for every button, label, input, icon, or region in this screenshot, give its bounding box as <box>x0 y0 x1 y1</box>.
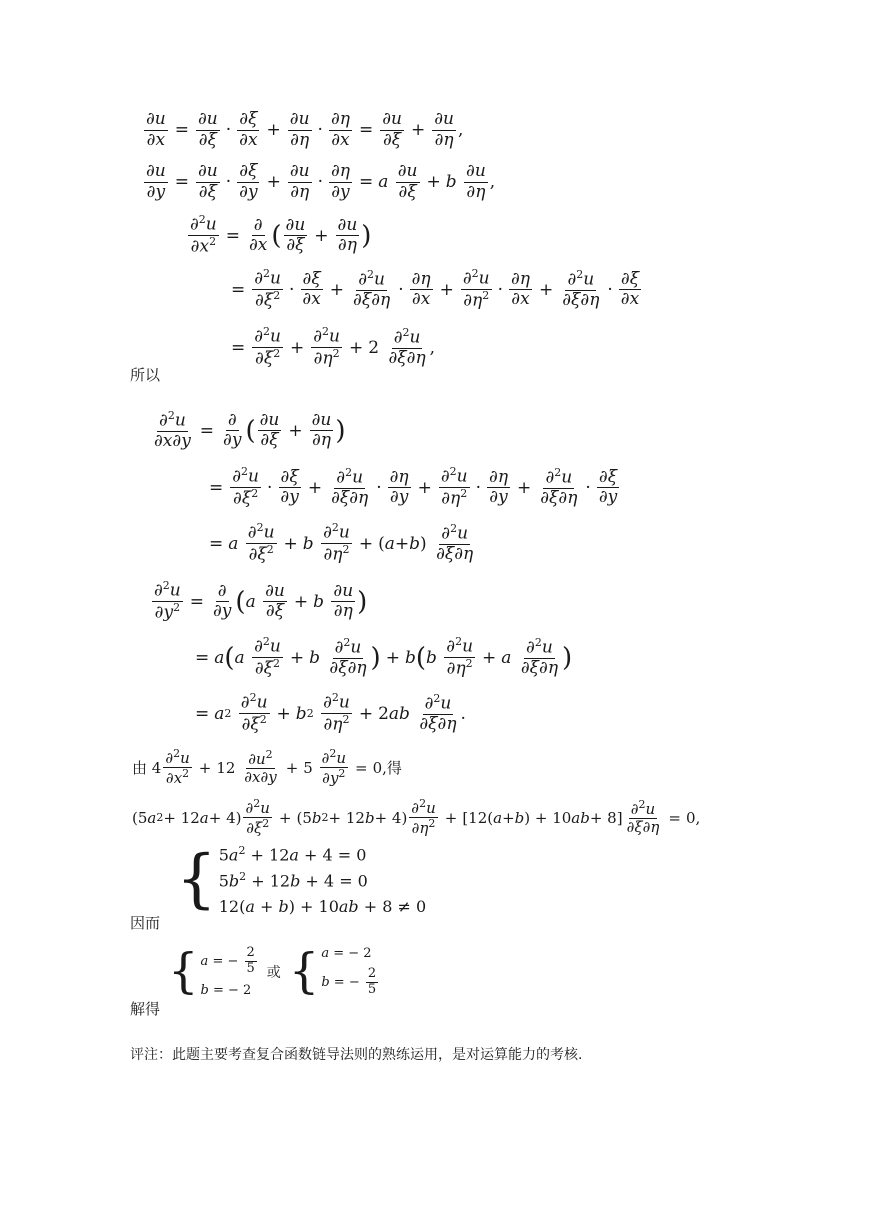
eq-system: { $5a^2 + 12a + 4 = 0$ $5b^2 + 12b + 4 = 0$ 12(a + b) + 10ab + 8 ≠ 0 <box>176 842 427 917</box>
sys-row-1: $5a^2 + 12a + 4 = 0$ <box>218 844 367 865</box>
label-suoyi: 所以 <box>130 366 161 384</box>
label-de: 得 <box>386 759 402 778</box>
eq-d2u-dy2: $\frac{\partial^2u}{\partial y^2}$ = $\frac{\partial}{\partial y}$ ( a $\frac{\partial u}{\partial\xi}$ + b $\frac{\partial u}{\partial\eta}$ ) <box>154 579 368 623</box>
eq-d2u-dx2: $\frac{\partial^2u}{\partial x^2}$ = $\frac{\partial}{\partial x}$ ( $\frac{\partial u}{\partial\xi}$ + $\frac{\partial u}{\partial\eta}$ ) <box>190 213 372 257</box>
comment: 评注：此题主要考查复合函数链导法则的熟练运用，是对运算能力的考核. <box>130 1047 583 1063</box>
label-huo: 或 <box>266 964 281 981</box>
eq-d2u-dy2-result: = a 2 $\frac{\partial^2u}{\partial\xi^2}$ + b 2 $\frac{\partial^2u}{\partial\eta^2}$ + 2 ab $\frac{\partial^2u}{\partial\xi\partial\eta}$ . <box>195 691 466 735</box>
sys-row-3: 12(a + b) + 10ab + 8 ≠ 0 <box>218 896 427 916</box>
eq-d2u-dxdy-expand: = $\frac{\partial^2u}{\partial\xi^2}$ · $\frac{\partial\xi}{\partial y}$ + $\frac{\partial^2u}{\partial\xi\partial\eta}$ · $\frac{\partial\eta}{\partial y}$ + $\frac{\partial^2u}{\partial\eta^2}$ · $\frac{\partial\eta}{\partial y}$ + $\frac{\partial^2u}{\partial\xi\partial\eta}$ · $\frac{\partial\xi}{\partial y}$ <box>209 465 618 509</box>
eq-transformed: (5 a 2 + 12 a + 4) $\frac{\partial^2u}{\partial\xi^2}$ + (5 b 2 + 12 b + 4) $\frac{\partial^2u}{\partial\eta^2}$ + [12( a + b ) + 10 ab + 8] $\frac{\partial^2u}{\partial\xi\partial\eta}$ = 0, <box>132 797 701 838</box>
eq-du-dy: $\frac{\partial u}{\partial y}$ = $\frac{\partial u}{\partial\xi}$ · $\frac{\partial\xi}{\partial y}$ + $\frac{\partial u}{\partial\eta}$ · $\frac{\partial\eta}{\partial y}$ = a $\frac{\partial u}{\partial\xi}$ + b $\frac{\partial u}{\partial\eta}$ , <box>146 161 496 202</box>
eq-d2u-dx2-result: = $\frac{\partial^2u}{\partial\xi^2}$ + $\frac{\partial^2u}{\partial\eta^2}$ + 2 $\frac{\partial^2u}{\partial\xi\partial\eta}$ , <box>231 325 436 369</box>
eq-given: 由 4 $\frac{\partial^2u}{\partial x^2}$ + 12 $\frac{\partial u^2}{\partial x\partial y}$ + 5 $\frac{\partial^2u}{\partial y^2}$ = 0, 得 <box>132 747 402 788</box>
eq-solutions: { a = − $\frac{2}{5}$ b = − 2 或 { a = − 2 b = − $\frac{2}{5}$ <box>168 943 377 1000</box>
label-you: 由 <box>132 759 148 778</box>
eq-d2u-dxdy: $\frac{\partial^2u}{\partial x\partial y}$ = $\frac{\partial}{\partial y}$ ( $\frac{\partial u}{\partial\xi}$ + $\frac{\partial u}{\partial\eta}$ ) <box>154 409 346 452</box>
eq-du-dx: $\frac{\partial u}{\partial x}$ = $\frac{\partial u}{\partial\xi}$ · $\frac{\partial\xi}{\partial x}$ + $\frac{\partial u}{\partial\eta}$ · $\frac{\partial\eta}{\partial x}$ = $\frac{\partial u}{\partial\xi}$ + $\frac{\partial u}{\partial\eta}$ , <box>146 109 464 150</box>
label-jiede: 解得 <box>130 1000 161 1018</box>
label-yiner: 因而 <box>130 914 161 932</box>
eq-d2u-dy2-expand: = a ( a $\frac{\partial^2u}{\partial\xi^2}$ + b $\frac{\partial^2u}{\partial\xi\partial\eta}$ ) + b ( b $\frac{\partial^2u}{\partial\eta^2}$ + a $\frac{\partial^2u}{\partial\xi\partial\eta}$ ) <box>195 635 573 679</box>
eq-d2u-dx2-expand: = $\frac{\partial^2u}{\partial\xi^2}$ · $\frac{\partial\xi}{\partial x}$ + $\frac{\partial^2u}{\partial\xi\partial\eta}$ · $\frac{\partial\eta}{\partial x}$ + $\frac{\partial^2u}{\partial\eta^2}$ · $\frac{\partial\eta}{\partial x}$ + $\frac{\partial^2u}{\partial\xi\partial\eta}$ · $\frac{\partial\xi}{\partial x}$ <box>231 267 640 311</box>
eq-d2u-dxdy-result: = a $\frac{\partial^2u}{\partial\xi^2}$ + b $\frac{\partial^2u}{\partial\eta^2}$ + ( a + b ) $\frac{\partial^2u}{\partial\xi\partial\eta}$ <box>209 521 474 565</box>
sys-row-2: $5b^2 + 12b + 4 = 0$ <box>218 870 368 891</box>
